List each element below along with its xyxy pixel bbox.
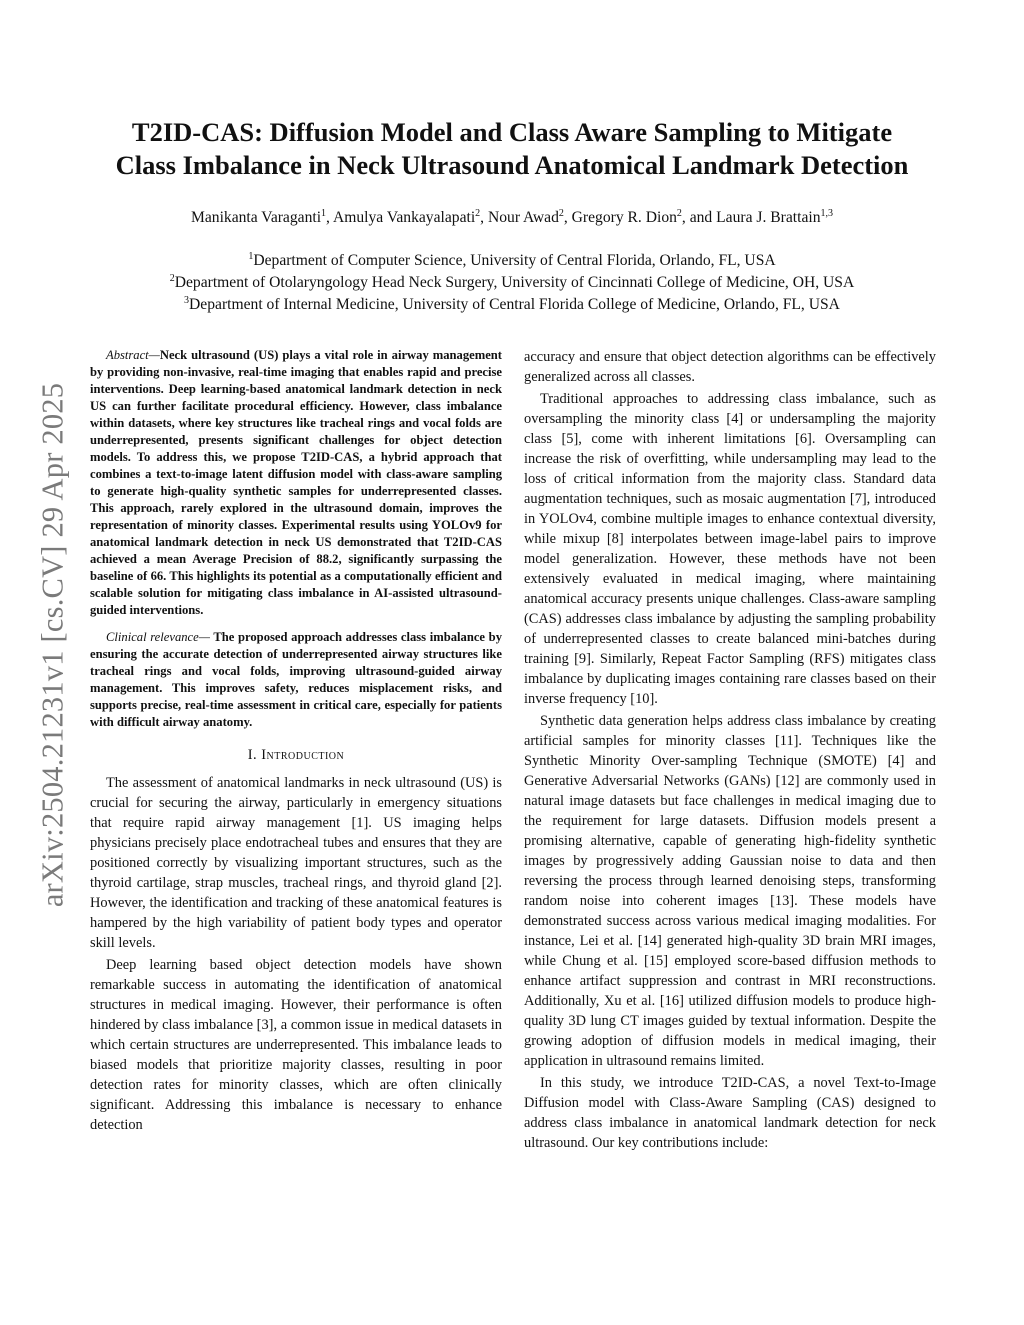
paragraph: The assessment of anatomical landmarks in neck ultrasound (US) is crucial for securing the airway, particularly in emergency situations that require rapid airway management [1]. US imaging helps physicians precisely place endotracheal tubes and ensures that they are positioned correctly by visualizing important structures, such as the thyroid cartilage, strap muscles, tracheal rings, and thyroid gland [2]. However, the identification and tracking of these anatomical features is hampered by the high variability of patient body types and operator skill levels. xyxy=(90,775,502,951)
abstract-label: Abstract— xyxy=(106,348,160,362)
affiliation: $^2$Department of Otolaryngology Head Neck Surgery, University of Cincinnati College of Medicine, OH, USA xyxy=(169,273,855,291)
clinical-relevance-label: Clinical relevance— xyxy=(106,630,210,644)
clinical-relevance-body: The proposed approach addresses class imbalance by ensuring the accurate detection of underrepresented airway structures like tracheal rings and vocal folds, improving ultrasound-guided airway management. This improves safety, reduces misplacement risks, and supports precise, real-time assessment in critical care, especially for patients with difficult airway anatomy. xyxy=(90,630,502,729)
author: Manikanta Varaganti$^1$, xyxy=(190,208,333,226)
left-column xyxy=(90,347,502,1135)
paper-title xyxy=(80,116,944,182)
affiliation-list xyxy=(80,250,944,316)
paragraph: In this study, we introduce T2ID-CAS, a novel Text-to-Image Diffusion model with Class-Aware Sampling (CAS) designed to address class imbalance in anatomical landmark detection for neck ultrasound. Our key contributions include: xyxy=(524,1075,936,1151)
author: Nour Awad$^2$, xyxy=(487,208,572,226)
author: Amulya Vankayalapati$^2$, xyxy=(332,208,488,226)
abstract xyxy=(90,347,502,619)
paragraph: Synthetic data generation helps address class imbalance by creating artificial samples for minority classes [11]. Techniques like the Synthetic Minority Over-sampling Technique (SMOTE) [4] and Generative Adversarial Networks (GANs) [12] are commonly used in natural image datasets but face challenges in medical imaging due to the requirement for large datasets. Diffusion models present a promising alternative, capable of generating high-fidelity synthetic images by progressively adding Gaussian noise to data and then reversing the process through learned denoising steps, transforming random noise into coherent images [13]. These models have demonstrated success across various medical imaging modalities. For instance, Lei et al. [14] generated high-quality 3D brain MRI images, while Chung et al. [15] employed score-based diffusion methods to enhance artifact suppression and contrast in MRI reconstructions. Additionally, Xu et al. [16] utilized diffusion models to produce high-quality 3D lung CT images guided by textual information. Despite the growing adoption of diffusion models in medical imaging, their application in ultrasound remains limited. xyxy=(524,713,936,1069)
abstract-body: Neck ultrasound (US) plays a vital role in airway management by providing non-invasive, real-time imaging that enables rapid and precise interventions. Deep learning-based anatomical landmark detection in neck US can further facilitate procedural efficiency. However, class imbalance within datasets, where key structures like tracheal rings and vocal folds are underrepresented, presents significant challenges for object detection models. To address this, we propose T2ID-CAS, a hybrid approach that combines a text-to-image latent diffusion model with class-aware sampling to generate high-quality synthetic samples for underrepresented classes. This approach, rarely explored in the ultrasound domain, improves the representation of minority classes. Experimental results using YOLOv9 for anatomical landmark detection in neck US demonstrated that T2ID-CAS achieved a mean Average Precision of 88.2, significantly surpassing the baseline of 66. This highlights its potential as a computationally efficient and scalable solution for mitigating class imbalance in AI-assisted ultrasound-guided interventions. xyxy=(90,348,502,617)
paragraph: Deep learning based object detection models have shown remarkable success in automating the identification of anatomical structures in medical imaging. However, their performance is often hindered by class imbalance [3], a common issue in medical datasets in which certain structures are underrepresented. This imbalance leads to biased models that prioritize majority classes, resulting in poor detection rates for minority classes, which are often clinically significant. Addressing this imbalance is necessary to enhance detection xyxy=(90,957,502,1133)
affiliation: $^1$Department of Computer Science, University of Central Florida, Orlando, FL, USA xyxy=(248,251,776,269)
arxiv-identifier: arXiv:2504.21231v1 [cs.CV] 29 Apr 2025 xyxy=(35,382,70,908)
affiliation: $^3$Department of Internal Medicine, University of Central Florida College of Medicine, Orlando, FL, USA xyxy=(184,295,840,313)
paragraph: Traditional approaches to addressing class imbalance, such as oversampling the minority class [4] or undersampling the majority class [5], come with inherent limitations [6]. Oversampling can increase the risk of overfitting, while undersampling may lead to the loss of critical information from the majority class. Standard data augmentation techniques, such as mosaic augmentation [7], introduced in YOLOv4, combine multiple images to enhance contextual diversity, while mixup [8] interpolates between image-label pairs to improve model generalization. However, these methods have not been extensively evaluated in medical imaging, where maintaining anatomical accuracy presents unique challenges. Class-aware sampling (CAS) addresses class imbalance by adjusting the sampling probability of underrepresented classes to create balanced mini-batches during training [9]. Similarly, Repeat Factor Sampling (RFS) mitigates class imbalance by duplicating images containing rare classes based on their inverse frequency [10]. xyxy=(524,391,936,707)
arxiv-sidebar xyxy=(33,350,73,940)
section-heading-introduction: I. Introduction xyxy=(247,747,345,763)
author-list xyxy=(80,207,944,229)
right-column xyxy=(524,347,936,1153)
clinical-relevance xyxy=(90,629,502,731)
title-line-2: Class Imbalance in Neck Ultrasound Anatomical Landmark Detection xyxy=(115,150,909,180)
title-line-1: T2ID-CAS: Diffusion Model and Class Aware Sampling to Mitigate xyxy=(131,117,893,147)
paragraph-continuation: accuracy and ensure that object detection algorithms can be effectively generalized across all classes. xyxy=(524,349,936,385)
author: Gregory R. Dion$^2$, and xyxy=(571,208,717,226)
author: Laura J. Brattain$^{1,3}$ xyxy=(716,208,833,226)
